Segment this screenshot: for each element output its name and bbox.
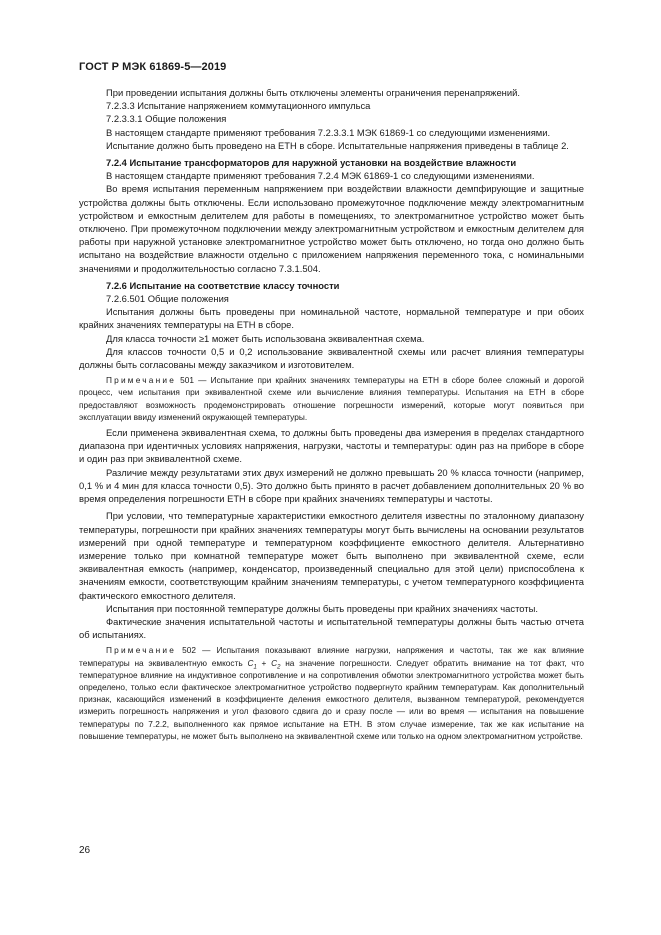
paragraph: Испытание должно быть проведено на ЕТН в сборе. Испытательные напряжения приведены в таблице 2. <box>106 139 569 151</box>
subsection-heading: 7.2.6.501 Общие положения <box>106 293 229 305</box>
note-text: 501 — Испытание при крайних значениях температуры на ЕТН в сборе более сложный и дорогой процесс, чем испытания при эквивалентной схеме или вычисление влияния температуры. Испытания на ЕТН в сборе предоставляют возможность продемонстрировать отношение погрешности измерений, которые могут появиться при эксплуатации ввиду изменений окружающей температуры. <box>79 375 584 422</box>
note-502: Примечание 502 — Испытания показывают влияние нагрузки, напряжения и частоты, так же как влияние температуры на эквивалентную емкость $C_1 + C_2$ на значение погрешности. Следует обратить внимание на тот факт, что температурное влияние на индуктивное сопротивление и на сопротивления обмотки электромагнитного устройства может быть определено, только если фактическое электромагнитное устройство подвергнуто крайним температурам. Как дополнительный признак, касающийся изменений в коэффициенте деления емкостного делителя, вызванном температурой, рекомендуется измерить погрешность напряжения и угол фазового сдвига до и сразу после — или во время — испытания на повышение температуры по 7.2.2, выполненного как прямое испытание на ЕТН. В этом случае измерение, так же как испытание на повышение температуры, не может быть выполнено на эквивалентной схеме или только на одном электромагнитном устройстве. <box>79 645 584 741</box>
paragraph: Если применена эквивалентная схема, то должны быть проведены два измерения в пределах стандартного диапазона при идентичных условиях напряжения, нагрузки, частоты и температуры: один раз на приборе в сборе и один раз при эквивалентной схеме. <box>79 427 584 465</box>
paragraph: Для классов точности 0,5 и 0,2 использование эквивалентной схемы или расчет влияния температуры должны быть согласованы между заказчиком и изготовителем. <box>79 345 584 371</box>
page-number: 26 <box>79 845 91 856</box>
paragraph: Различие между результатами этих двух измерений не должно превышать 20 % класса точности (например, 0,1 % и 4 мин для класса точности 0,5). Это должно быть принято в расчет добавлением дополнительных 20 % во время определения погрешности ЕТН в сборе при крайних значениях температуры и частоты. <box>79 466 584 505</box>
section-heading-7-2-6: 7.2.6 Испытание на соответствие классу точности <box>106 279 340 291</box>
formula-c1: $C_1$ <box>247 657 257 671</box>
paragraph: Фактические значения испытательной частоты и испытательной температуры должны быть частью отчета об испытаниях. <box>79 615 584 641</box>
note-label: Примечание <box>106 375 177 386</box>
paragraph: В настоящем стандарте применяют требования 7.2.3.3.1 МЭК 61869-1 со следующими изменениями. <box>106 126 551 138</box>
paragraph: При проведении испытания должны быть отключены элементы ограничения перенапряжений. <box>106 87 520 98</box>
section-heading-7-2-4: 7.2.4 Испытание трансформаторов для наружной установки на воздействие влажности <box>106 157 517 169</box>
paragraph: В настоящем стандарте применяют требования 7.2.4 МЭК 61869-1 со следующими изменениями. <box>106 170 535 182</box>
section-heading-7-2-3-3: 7.2.3.3 Испытание напряжением коммутационного импульса <box>106 100 371 112</box>
note-text-start: 502 — Испытания показывают влияние нагрузки, напряжения и частоты, так же как влияние температуры на эквивалентную емкость <box>79 645 584 668</box>
page-body <box>79 86 584 745</box>
note-501 <box>79 374 584 423</box>
paragraph: Испытания должны быть проведены при номинальной частоте, нормальной температуре и при обоих крайних значениях температуры на ЕТН в сборе. <box>79 306 584 331</box>
formula-c2: $C_2$ <box>271 657 281 671</box>
paragraph: Испытания при постоянной температуре должны быть проведены при крайних значениях частоты. <box>106 602 538 614</box>
paragraph: При условии, что температурные характеристики емкостного делителя известны по эталонному диапазону температуры, погрешности при крайних значениях температуры могут быть вычислены на основании результатов измерений при одной температуре и температурном коэффициенте емкостного делителя. Альтернативно измерение только при комнатной температуре может быть выполнено при эквивалентной схеме, если эквивалентная емкость (например, конденсатор, произведенный специально для этой цели) приспособлена к значениям емкости, соответствующим крайним значениям температуры, с учетом температурного коэффициента фактического емкостного делителя. <box>79 510 584 601</box>
paragraph: Для класса точности ≥1 может быть использована эквивалентная схема. <box>106 332 425 344</box>
subsection-heading: 7.2.3.3.1 Общие положения <box>106 113 227 125</box>
note-label: Примечание <box>106 645 177 656</box>
paragraph: Во время испытания переменным напряжением при воздействии влажности демпфирующие и защитные устройства должны быть отключены. Если использовано промежуточное подключение между электромагнитным устройством и емкостным делителем для работы в помещениях, то электромагнитное устройство может быть отключено. При промежуточном подключении между электромагнитным устройством и емкостным делителем для работы при наружной установке электромагнитное устройство может быть отключено, но тогда оно должно быть испытано на воздействие влажности отдельно с приложением напряжения переменного тока, с номинальными значениями и продолжительностью согласно 7.3.1.504. <box>79 183 584 274</box>
page-header: ГОСТ Р МЭК 61869-5—2019 <box>79 61 227 73</box>
note-text-end: на значение погрешности. Следует обратить внимание на тот факт, что температурное влияние на индуктивное сопротивление и на сопротивления обмотки электромагнитного устройства может быть определено, только если фактическое электромагнитное устройство подвергнуто крайним температурам. Как дополнительный признак, касающийся изменений в коэффициенте деления емкостного делителя, вызванном температурой, рекомендуется измерить погрешность напряжения и угол фазового сдвига до и сразу после — или во время — испытания на повышение температуры по 7.2.2, выполненного как прямое испытание на ЕТН. В этом случае измерение, так же как испытание на повышение температуры, не может быть выполнено на эквивалентной схеме или только на одном электромагнитном устройстве. <box>79 657 584 741</box>
